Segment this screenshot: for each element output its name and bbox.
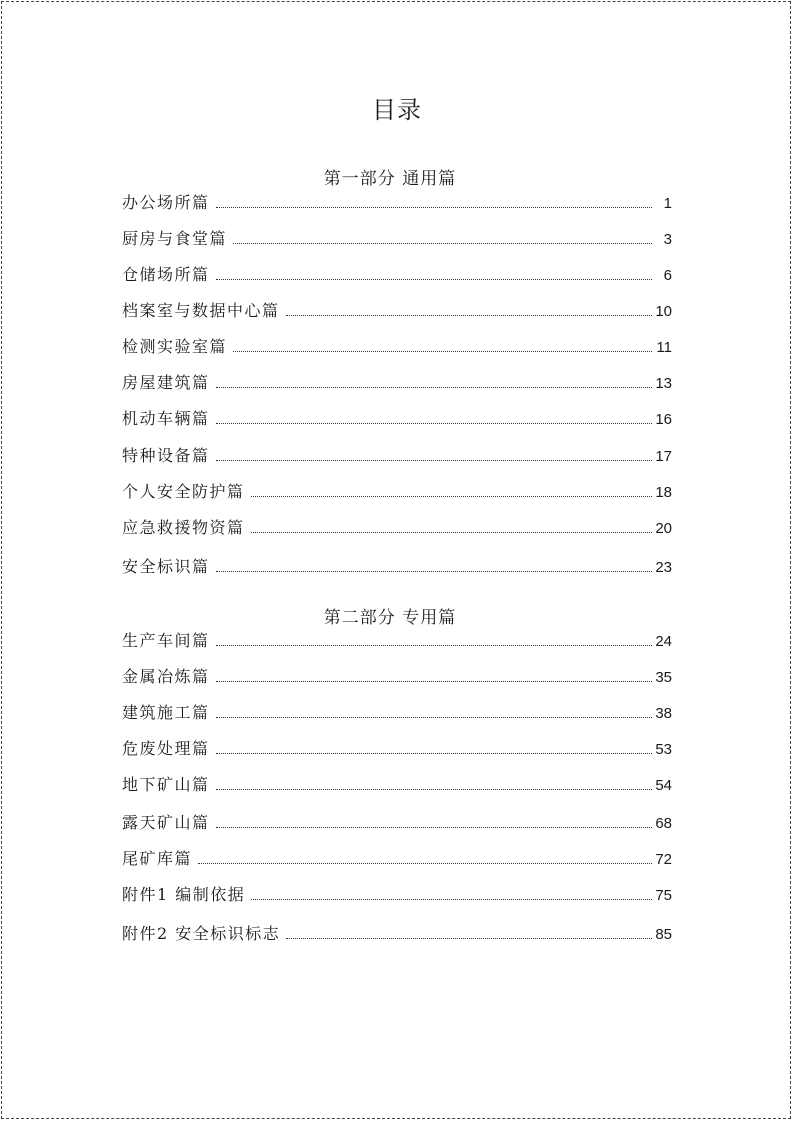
toc-entry-label: 地下矿山篇 bbox=[122, 775, 210, 794]
dot-leader bbox=[251, 532, 652, 533]
toc-entry-page: 1 bbox=[663, 195, 672, 212]
toc-entry-page: 6 bbox=[663, 267, 672, 284]
toc-entry-label: 厨房与食堂篇 bbox=[122, 229, 228, 248]
toc-entry-label: 检测实验室篇 bbox=[122, 337, 228, 356]
toc-entry-page: 11 bbox=[656, 339, 672, 356]
toc-entry-page: 20 bbox=[655, 520, 672, 537]
toc-entry[interactable] bbox=[122, 406, 672, 430]
toc-entry[interactable] bbox=[122, 664, 672, 688]
dot-leader bbox=[286, 938, 652, 939]
dot-leader bbox=[216, 645, 652, 646]
dot-leader bbox=[233, 351, 652, 352]
toc-entry-label: 附件2 安全标识标志 bbox=[122, 924, 281, 943]
dot-leader bbox=[216, 423, 652, 424]
toc-entry-label: 安全标识篇 bbox=[122, 557, 210, 576]
toc-entry-label: 尾矿库篇 bbox=[122, 849, 193, 868]
toc-entry-page: 75 bbox=[655, 887, 672, 904]
toc-entry[interactable] bbox=[122, 736, 672, 760]
toc-entry-label: 仓储场所篇 bbox=[122, 265, 210, 284]
toc-entry-label: 附件1 编制依据 bbox=[122, 885, 246, 904]
toc-entry-page: 17 bbox=[655, 448, 672, 465]
toc-entry-label: 房屋建筑篇 bbox=[122, 373, 210, 392]
toc-entry-page: 16 bbox=[655, 411, 672, 428]
page-title: 目录 bbox=[372, 96, 422, 124]
toc-entry-page: 10 bbox=[655, 303, 672, 320]
toc-entry-label: 办公场所篇 bbox=[122, 193, 210, 212]
toc-entry-page: 53 bbox=[655, 741, 672, 758]
toc-entry[interactable] bbox=[122, 479, 672, 503]
dot-leader bbox=[216, 571, 652, 572]
dot-leader bbox=[216, 460, 652, 461]
toc-entry-page: 3 bbox=[663, 231, 672, 248]
dot-leader bbox=[216, 207, 652, 208]
section-heading-general: 第一部分 通用篇 bbox=[323, 169, 457, 189]
toc-entry-page: 35 bbox=[655, 669, 672, 686]
toc-entry-page: 24 bbox=[655, 633, 672, 650]
dot-leader bbox=[198, 863, 652, 864]
toc-entry-label: 金属冶炼篇 bbox=[122, 667, 210, 686]
toc-entry-label: 应急救援物资篇 bbox=[122, 518, 245, 537]
toc-entry-page: 72 bbox=[655, 851, 672, 868]
toc-entry-label: 危废处理篇 bbox=[122, 739, 210, 758]
dot-leader bbox=[286, 315, 652, 316]
toc-entry-label: 机动车辆篇 bbox=[122, 409, 210, 428]
toc-entry[interactable] bbox=[122, 921, 672, 945]
toc-entry-label: 个人安全防护篇 bbox=[122, 482, 245, 501]
toc-entry[interactable] bbox=[122, 882, 672, 906]
toc-entry[interactable] bbox=[122, 226, 672, 250]
toc-entry[interactable] bbox=[122, 628, 672, 652]
toc-entry[interactable] bbox=[122, 262, 672, 286]
dot-leader bbox=[216, 753, 652, 754]
toc-entry-page: 85 bbox=[655, 926, 672, 943]
toc-entry-label: 露天矿山篇 bbox=[122, 813, 210, 832]
toc-entry[interactable] bbox=[122, 515, 672, 539]
toc-entry-page: 23 bbox=[655, 559, 672, 576]
toc-entry-page: 38 bbox=[655, 705, 672, 722]
toc-entry-page: 13 bbox=[655, 375, 672, 392]
dot-leader bbox=[216, 789, 652, 790]
dot-leader bbox=[251, 496, 652, 497]
toc-entry[interactable] bbox=[122, 846, 672, 870]
toc-entry-page: 68 bbox=[655, 815, 672, 832]
toc-entry[interactable] bbox=[122, 554, 672, 578]
dot-leader bbox=[216, 681, 652, 682]
toc-entry-page: 18 bbox=[655, 484, 672, 501]
toc-entry[interactable] bbox=[122, 443, 672, 467]
dot-leader bbox=[251, 899, 652, 900]
dot-leader bbox=[216, 279, 652, 280]
dot-leader bbox=[233, 243, 652, 244]
toc-entry[interactable] bbox=[122, 334, 672, 358]
toc-entry[interactable] bbox=[122, 370, 672, 394]
toc-entry-label: 建筑施工篇 bbox=[122, 703, 210, 722]
toc-entry[interactable] bbox=[122, 772, 672, 796]
toc-entry[interactable] bbox=[122, 810, 672, 834]
toc-entry-label: 生产车间篇 bbox=[122, 631, 210, 650]
dot-leader bbox=[216, 827, 652, 828]
toc-entry-label: 档案室与数据中心篇 bbox=[122, 301, 280, 320]
toc-entry-page: 54 bbox=[655, 777, 672, 794]
toc-entry[interactable] bbox=[122, 298, 672, 322]
dot-leader bbox=[216, 387, 652, 388]
dot-leader bbox=[216, 717, 652, 718]
toc-entry-label: 特种设备篇 bbox=[122, 446, 210, 465]
section-heading-specialized: 第二部分 专用篇 bbox=[323, 608, 457, 628]
toc-entry[interactable] bbox=[122, 190, 672, 214]
toc-entry[interactable] bbox=[122, 700, 672, 724]
